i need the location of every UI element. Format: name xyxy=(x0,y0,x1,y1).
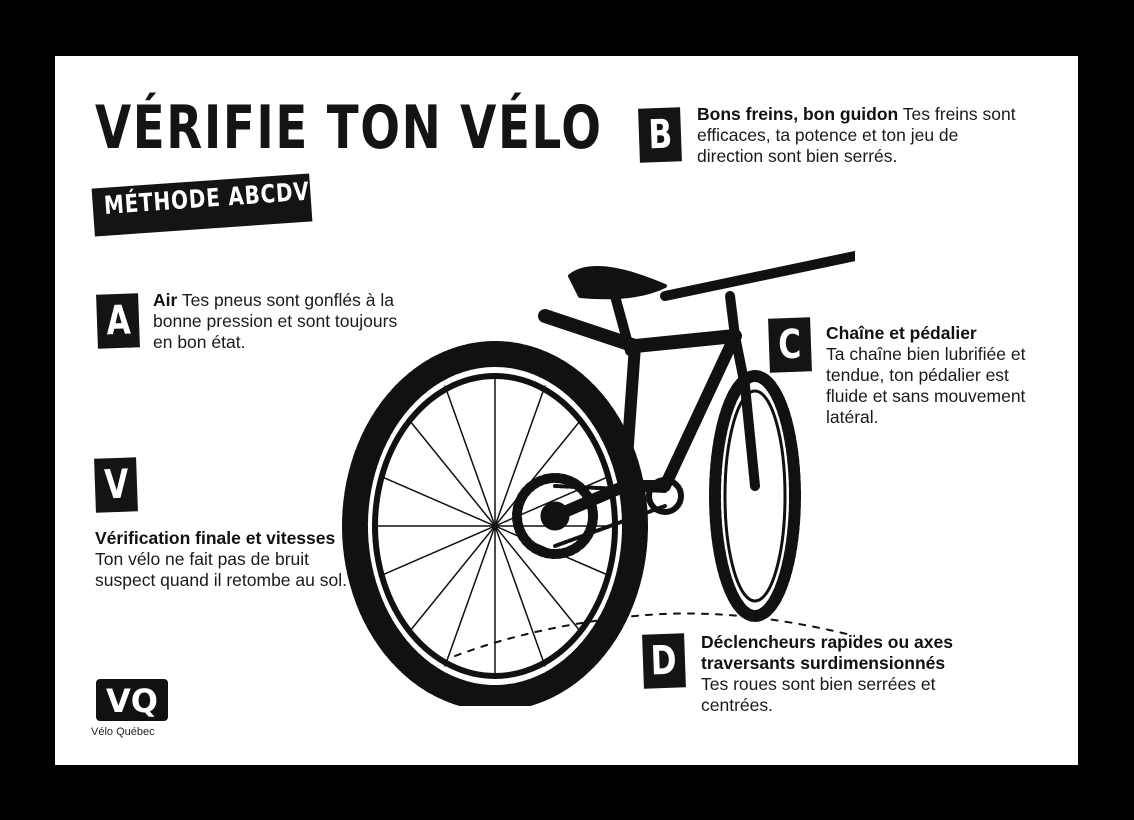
section-a-text xyxy=(153,290,398,353)
letter-v-badge: V xyxy=(94,457,138,512)
section-b-body: Tes freins sont efficaces, ta potence et ton jeu de direction sont bien serrés. xyxy=(697,104,1016,166)
mountain-bike-illustration xyxy=(335,186,855,706)
section-a-body: Tes pneus sont gonflés à la bonne pression et sont toujours en bon état. xyxy=(153,290,398,352)
section-c-text xyxy=(826,323,1036,428)
section-b-text xyxy=(697,104,1022,167)
section-d-heading: Déclencheurs rapides ou axes traversants surdimensionnés xyxy=(701,632,953,673)
section-b-heading: Bons freins, bon guidon xyxy=(697,104,899,124)
page-title: VÉRIFIE TON VÉLO xyxy=(95,93,603,163)
page-subtitle: MÉTHODE ABCDV xyxy=(103,176,311,220)
section-v-body: Ton vélo ne fait pas de bruit suspect quand il retombe au sol. xyxy=(95,549,347,590)
section-a-heading: Air xyxy=(153,290,178,310)
letter-b-badge: B xyxy=(638,107,682,162)
letter-d-badge: D xyxy=(642,633,686,688)
velo-quebec-logo xyxy=(95,678,169,722)
letter-a-badge: A xyxy=(96,293,140,348)
section-d-body: Tes roues sont bien serrées et centrées. xyxy=(701,674,936,715)
section-v-text xyxy=(95,528,350,591)
section-c-heading: Chaîne et pédalier xyxy=(826,323,977,343)
section-v-heading: Vérification finale et vitesses xyxy=(95,528,336,548)
section-d-text xyxy=(701,632,986,716)
logo-wordmark: Vélo Québec xyxy=(91,726,155,738)
letter-c-badge: C xyxy=(768,317,812,372)
checklist-card xyxy=(55,56,1078,765)
section-c-body: Ta chaîne bien lubrifiée et tendue, ton pédalier est fluide et sans mouvement latéral. xyxy=(826,344,1026,427)
logo-mark: VQ xyxy=(106,682,158,720)
